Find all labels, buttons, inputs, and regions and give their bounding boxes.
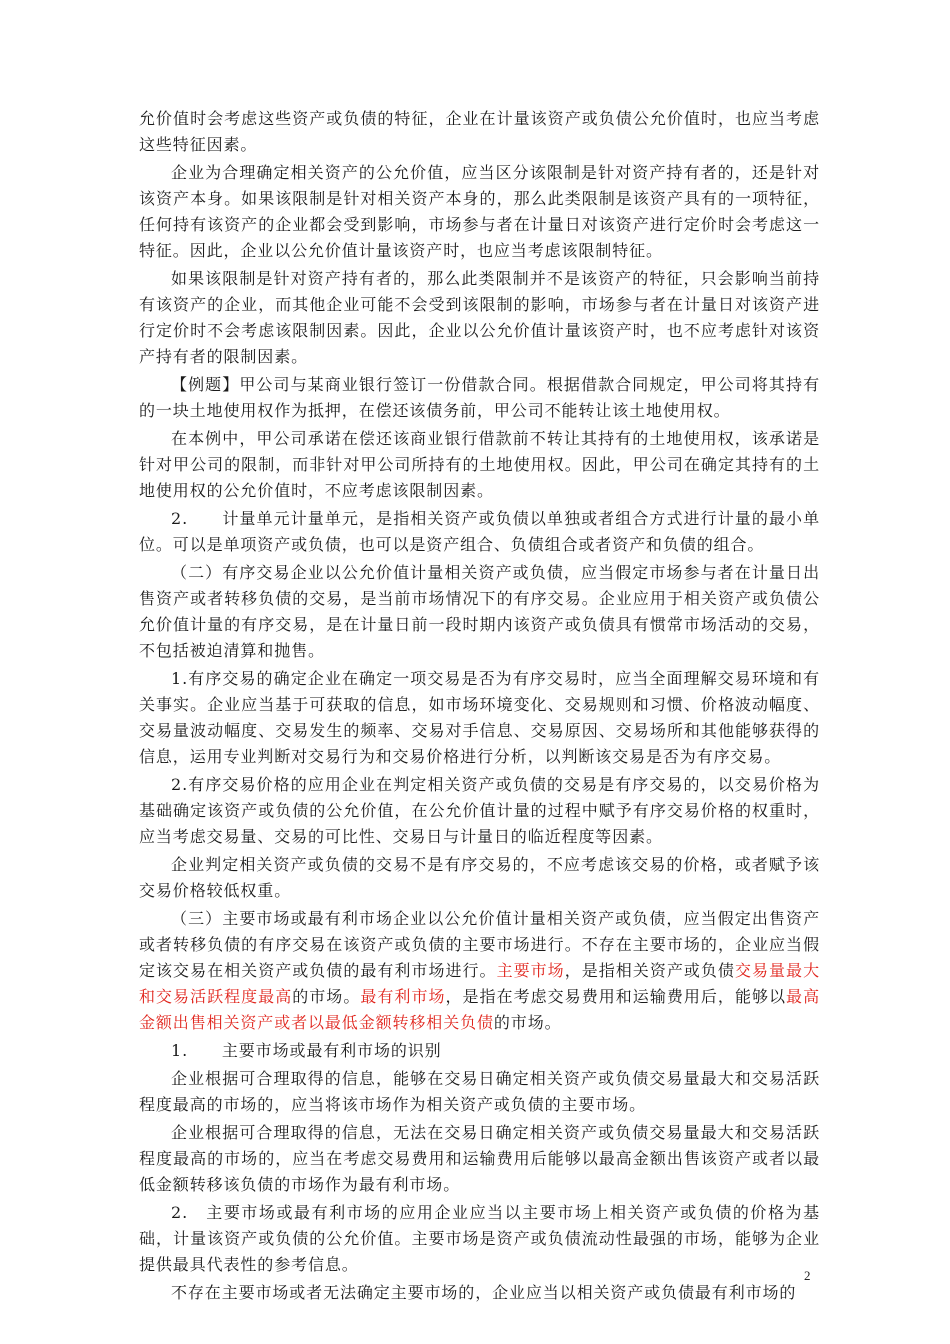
text-segment: 2.有序交易价格的应用企业在判定相关资产或负债的交易是有序交易的，以交易价格为基础确定该资产或负债的公允价值，在公允价值计量的过程中赋予有序交易价格的权重时，应当考虑交易量、交易的可比性、交易日与计量日的临近程度等因素。 [139, 775, 820, 846]
text-segment: 允价值时会考虑这些资产或负债的特征，企业在计量该资产或负债公允价值时，也应当考虑这些特征因素。 [139, 109, 820, 154]
paragraph [139, 852, 820, 904]
text-segment: 1.有序交易的确定企业在确定一项交易是否为有序交易时，应当全面理解交易环境和有关事实。企业应当基于可获取的信息，如市场环境变化、交易规则和习惯、价格波动幅度、交易量波动幅度、交易发生的频率、交易对手信息、交易原因、交易场所和其他能够获得的信息，运用专业判断对交易行为和交易价格进行分析，以判断该交易是否为有序交易。 [139, 669, 820, 766]
text-segment: 在本例中，甲公司承诺在偿还该商业银行借款前不转让其持有的土地使用权，该承诺是针对甲公司的限制，而非针对甲公司所持有的土地使用权。因此，甲公司在确定其持有的土地使用权的公允价值时，不应考虑该限制因素。 [139, 429, 820, 500]
text-segment: 2. 主要市场或最有利市场的应用企业应当以主要市场上相关资产或负债的价格为基础，计量该资产或负债的公允价值。主要市场是资产或负债流动性最强的市场，能够为企业提供最具代表性的参考信息。 [139, 1203, 820, 1274]
paragraph [139, 1038, 820, 1064]
paragraph [139, 560, 820, 664]
paragraph [139, 666, 820, 770]
paragraph [139, 1200, 820, 1278]
paragraph [139, 1280, 820, 1306]
text-segment: （三）主要市场或最有利市场企业以公允价值计量相关资产或负债，应当假定出售资产或者转移负债的有序交易在该资产或负债的主要市场进行。不存在主要市场的，企业应当假定该交易在相关资产或负债的最有利市场进行。 [139, 909, 820, 980]
text-segment: 企业根据可合理取得的信息，无法在交易日确定相关资产或负债交易量最大和交易活跃程度最高的市场的，应当在考虑交易费用和运输费用后能够以最高金额出售该资产或者以最低金额转移该负债的市场作为最有利市场。 [139, 1123, 820, 1194]
text-segment: 【例题】甲公司与某商业银行签订一份借款合同。根据借款合同规定，甲公司将其持有的一块土地使用权作为抵押，在偿还该债务前，甲公司不能转让该土地使用权。 [139, 375, 820, 420]
page-number: 2 [804, 1268, 811, 1283]
paragraph [139, 1066, 820, 1118]
text-segment: （二）有序交易企业以公允价值计量相关资产或负债，应当假定市场参与者在计量日出售资产或者转移负债的交易，是当前市场情况下的有序交易。企业应用于相关资产或负债公允价值计量的有序交易，是在计量日前一段时期内该资产或负债具有惯常市场活动的交易，不包括被迫清算和抛售。 [139, 563, 820, 660]
text-segment: ，是指相关资产或负债 [564, 961, 735, 980]
text-segment: ，是指在考虑交易费用和运输费用后，能够以 [445, 987, 787, 1006]
text-segment: 如果该限制是针对资产持有者的，那么此类限制并不是该资产的特征，只会影响当前持有该资产的企业，而其他企业可能不会受到该限制的影响，市场参与者在计量日对该资产进行定价时不会考虑该限制因素。因此，企业以公允价值计量该资产时，也不应考虑针对该资产持有者的限制因素。 [139, 269, 820, 366]
text-segment: 企业根据可合理取得的信息，能够在交易日确定相关资产或负债交易量最大和交易活跃程度最高的市场的，应当将该市场作为相关资产或负债的主要市场。 [139, 1069, 820, 1114]
document-body [139, 106, 820, 1306]
text-segment: 不存在主要市场或者无法确定主要市场的，企业应当以相关资产或负债最有利市场的 [171, 1283, 797, 1302]
text-segment: 2. 计量单元计量单元，是指相关资产或负债以单独或者组合方式进行计量的最小单位。可以是单项资产或负债，也可以是资产组合、负债组合或者资产和负债的组合。 [139, 509, 820, 554]
highlighted-term: 主要市场 [496, 961, 565, 980]
text-segment: 企业为合理确定相关资产的公允价值，应当区分该限制是针对资产持有者的，还是针对该资产本身。如果该限制是针对相关资产本身的，那么此类限制是该资产具有的一项特征，任何持有该资产的企业都会受到影响，市场参与者在计量日对该资产进行定价时会考虑这一特征。因此，企业以公允价值计量该资产时，也应当考虑该限制特征。 [139, 163, 820, 260]
text-segment: 的市场。 [493, 1013, 562, 1032]
highlighted-term: 最有利市场 [360, 987, 446, 1006]
highlighted-term: 最高金额出售相关资产或者以最低金额转移相关负债 [139, 987, 820, 1032]
paragraph [139, 372, 820, 424]
text-segment: 的市场。 [292, 987, 361, 1006]
text-segment: 1. 主要市场或最有利市场的识别 [171, 1041, 442, 1060]
text-segment: 企业判定相关资产或负债的交易不是有序交易的，不应考虑该交易的价格，或者赋予该交易价格较低权重。 [139, 855, 820, 900]
paragraph [139, 106, 820, 158]
paragraph [139, 906, 820, 1036]
highlighted-term: 交易量最大和交易活跃程度最高 [139, 961, 820, 1006]
paragraph [139, 506, 820, 558]
paragraph [139, 426, 820, 504]
paragraph [139, 772, 820, 850]
paragraph [139, 1120, 820, 1198]
paragraph [139, 266, 820, 370]
paragraph [139, 160, 820, 264]
